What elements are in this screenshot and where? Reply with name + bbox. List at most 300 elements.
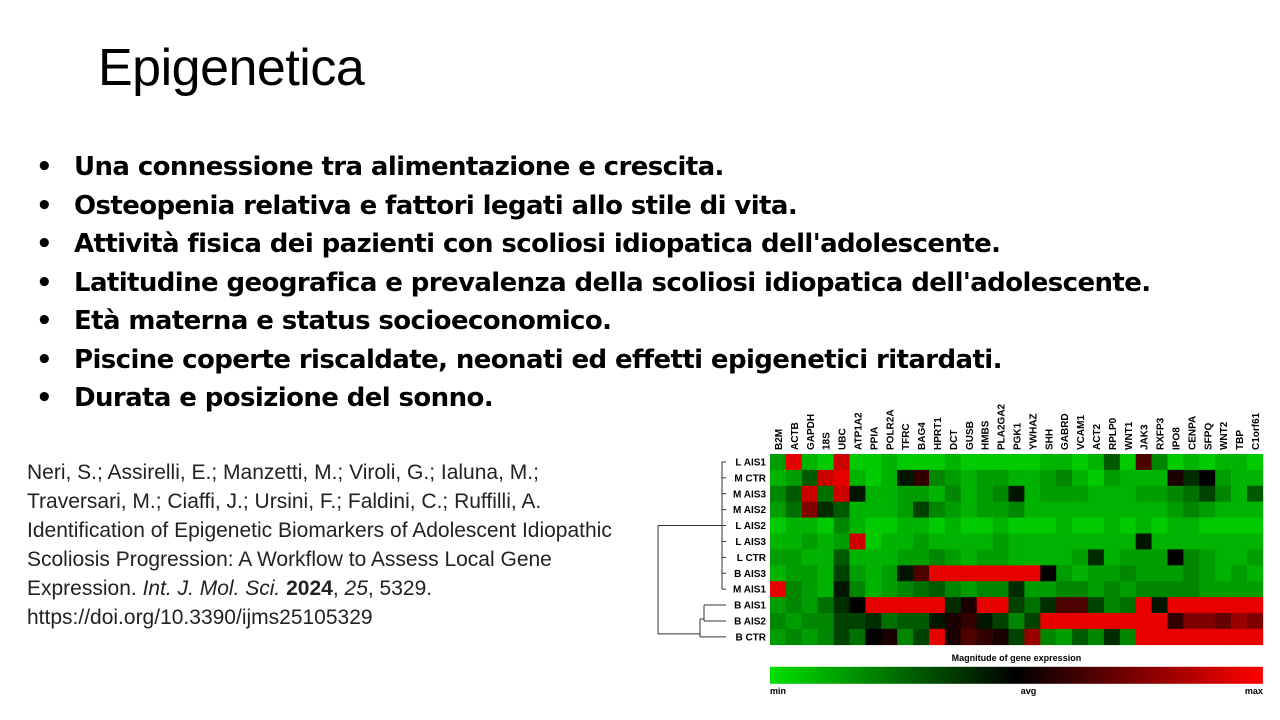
- heatmap-cell: [913, 518, 929, 534]
- heatmap-cell: [834, 502, 850, 518]
- slide-title: Epigenetica: [98, 39, 365, 97]
- heatmap-cell: [1152, 565, 1168, 581]
- heatmap-cell: [913, 565, 929, 581]
- heatmap-cell: [1009, 486, 1025, 502]
- heatmap-cell: [961, 549, 977, 565]
- heatmap-cell: [865, 518, 881, 534]
- heatmap-cell: [1136, 502, 1152, 518]
- heatmap-cell: [1088, 454, 1104, 470]
- heatmap-cell: [865, 502, 881, 518]
- heatmap-cell: [993, 613, 1009, 629]
- gene-label: RPLP0: [1107, 417, 1119, 450]
- heatmap-cell: [913, 629, 929, 645]
- heatmap-cell: [1199, 502, 1215, 518]
- heatmap-cell: [1120, 581, 1136, 597]
- heatmap-cell: [818, 613, 834, 629]
- heatmap-cell: [1024, 470, 1040, 486]
- gene-label: ACT2: [1091, 423, 1103, 450]
- heatmap-cell: [1136, 486, 1152, 502]
- heatmap-cell: [1088, 629, 1104, 645]
- heatmap-cell: [1199, 549, 1215, 565]
- heatmap-cell: [1168, 549, 1184, 565]
- heatmap-cell: [1152, 629, 1168, 645]
- heatmap-cell: [929, 454, 945, 470]
- heatmap-cell: [1168, 502, 1184, 518]
- heatmap-cell: [1215, 549, 1231, 565]
- heatmap-cell: [1009, 581, 1025, 597]
- heatmap-cell: [834, 454, 850, 470]
- sample-label: L AIS2: [735, 521, 766, 533]
- heatmap-cell: [1104, 534, 1120, 550]
- heatmap-cell: [897, 502, 913, 518]
- heatmap-cell: [1009, 613, 1025, 629]
- sample-label: B CTR: [735, 632, 766, 644]
- gene-label: CENPA: [1187, 415, 1199, 450]
- heatmap-cell: [1183, 565, 1199, 581]
- heatmap-cell: [1168, 470, 1184, 486]
- heatmap-cell: [929, 470, 945, 486]
- heatmap-cell: [961, 581, 977, 597]
- heatmap-cell: [993, 502, 1009, 518]
- heatmap-cell: [1104, 502, 1120, 518]
- gene-label: TFRC: [901, 423, 913, 450]
- heatmap-cell: [850, 470, 866, 486]
- heatmap-cell: [1040, 597, 1056, 613]
- heatmap-cell: [993, 518, 1009, 534]
- heatmap-cell: [945, 597, 961, 613]
- heatmap-cell: [786, 549, 802, 565]
- heatmap-cell: [1152, 454, 1168, 470]
- heatmap-cell: [1088, 597, 1104, 613]
- heatmap-cell: [881, 565, 897, 581]
- sample-label: M AIS2: [733, 505, 766, 517]
- heatmap-cell: [1009, 502, 1025, 518]
- heatmap-cell: [945, 613, 961, 629]
- gene-label: SHH: [1044, 428, 1056, 450]
- heatmap-cell: [945, 581, 961, 597]
- heatmap-cell: [945, 518, 961, 534]
- heatmap-cell: [834, 549, 850, 565]
- heatmap-cell: [1231, 518, 1247, 534]
- heatmap-cell: [1056, 470, 1072, 486]
- heatmap-cell: [1120, 534, 1136, 550]
- heatmap-cell: [1199, 565, 1215, 581]
- heatmap-cell: [818, 502, 834, 518]
- heatmap-cell: [1120, 629, 1136, 645]
- heatmap-cell: [1040, 486, 1056, 502]
- heatmap-cell: [1168, 581, 1184, 597]
- heatmap-cell: [945, 454, 961, 470]
- heatmap-cell: [1056, 534, 1072, 550]
- bullet-list: [30, 148, 1151, 418]
- heatmap-cell: [770, 502, 786, 518]
- heatmap-cell: [770, 597, 786, 613]
- sample-label: L AIS3: [735, 536, 766, 548]
- heatmap-cell: [1247, 502, 1263, 518]
- heatmap-cell: [1040, 454, 1056, 470]
- heatmap-cell: [929, 597, 945, 613]
- heatmap-cell: [770, 470, 786, 486]
- heatmap-cell: [977, 502, 993, 518]
- heatmap-cell: [977, 597, 993, 613]
- heatmap-cell: [1120, 549, 1136, 565]
- heatmap-cell: [865, 534, 881, 550]
- heatmap-cell: [786, 629, 802, 645]
- heatmap-cell: [881, 534, 897, 550]
- sample-label: L CTR: [736, 552, 766, 564]
- heatmap-cell: [786, 502, 802, 518]
- gene-label: HPRT1: [932, 417, 944, 450]
- heatmap-cell: [818, 486, 834, 502]
- heatmap-cell: [834, 486, 850, 502]
- heatmap-cell: [961, 486, 977, 502]
- sample-label: B AIS2: [734, 616, 766, 628]
- citation-volume: 25: [344, 577, 368, 600]
- heatmap-cell: [993, 470, 1009, 486]
- heatmap-cell: [865, 597, 881, 613]
- heatmap-cell: [802, 486, 818, 502]
- heatmap-cell: [993, 549, 1009, 565]
- heatmap-cell: [1040, 613, 1056, 629]
- heatmap-cell: [1183, 613, 1199, 629]
- heatmap-cell: [1215, 486, 1231, 502]
- heatmap-cell: [1247, 486, 1263, 502]
- heatmap-cell: [802, 454, 818, 470]
- gene-label: TBP: [1235, 430, 1247, 450]
- heatmap-cell: [850, 534, 866, 550]
- bullet-item: • Latitudine geografica e prevalenza della scoliosi idiopatica dell'adolescente.: [30, 264, 1151, 303]
- heatmap-cell: [1104, 597, 1120, 613]
- heatmap-cell: [945, 502, 961, 518]
- heatmap-cell: [802, 581, 818, 597]
- heatmap-cell: [865, 629, 881, 645]
- heatmap-cell: [1120, 486, 1136, 502]
- heatmap-cell: [1183, 470, 1199, 486]
- heatmap-cell: [786, 565, 802, 581]
- heatmap-cell: [802, 518, 818, 534]
- heatmap-cell: [897, 518, 913, 534]
- gene-label: B2M: [773, 428, 785, 450]
- heatmap-cell: [1231, 470, 1247, 486]
- heatmap-cell: [1104, 518, 1120, 534]
- heatmap-cell: [977, 534, 993, 550]
- citation-text: Neri, S.; Assirelli, E.; Manzetti, M.; Viroli, G.; Ialuna, M.; Traversari, M.; Ciaffi, J.; Ursini, F.; Faldini, C.; Ruffilli, A. Identification of Epigenetic Biomarkers of Adolescent Idiopathic Scoliosis Progression: A Workflow to Assess Local Gene Expression.: [27, 461, 612, 600]
- heatmap-cell: [1024, 454, 1040, 470]
- heatmap-cell: [850, 581, 866, 597]
- heatmap-cell: [961, 502, 977, 518]
- heatmap-cell: [786, 534, 802, 550]
- heatmap-cell: [1104, 470, 1120, 486]
- heatmap-cell: [1231, 581, 1247, 597]
- heatmap-cell: [786, 454, 802, 470]
- heatmap-cell: [1040, 502, 1056, 518]
- heatmap-cell: [881, 486, 897, 502]
- heatmap-cell: [865, 613, 881, 629]
- heatmap-cell: [1024, 518, 1040, 534]
- gene-label: POLR2A: [885, 409, 897, 450]
- heatmap-cell: [961, 565, 977, 581]
- heatmap-cell: [993, 534, 1009, 550]
- heatmap-cell: [1168, 454, 1184, 470]
- heatmap-cell: [1088, 470, 1104, 486]
- heatmap-cell: [897, 454, 913, 470]
- heatmap-cell: [913, 470, 929, 486]
- heatmap-cell: [1247, 454, 1263, 470]
- heatmap-cell: [1136, 518, 1152, 534]
- heatmap-cell: [818, 518, 834, 534]
- heatmap-cell: [802, 470, 818, 486]
- gene-label: IPO8: [1171, 427, 1183, 450]
- legend-title: Magnitude of gene expression: [951, 652, 1082, 663]
- heatmap-cell: [1024, 549, 1040, 565]
- heatmap-cell: [786, 518, 802, 534]
- heatmap-cell: [913, 581, 929, 597]
- gene-label: PLA2GA2: [996, 403, 1008, 450]
- heatmap-cell: [1247, 613, 1263, 629]
- heatmap-cell: [1199, 518, 1215, 534]
- gene-label: JAK3: [1139, 424, 1151, 450]
- heatmap-cell: [1136, 629, 1152, 645]
- heatmap-cell: [1136, 613, 1152, 629]
- heatmap-cell: [850, 549, 866, 565]
- heatmap-cell: [1152, 581, 1168, 597]
- heatmap-cell: [993, 565, 1009, 581]
- heatmap-cell: [1247, 470, 1263, 486]
- heatmap-cell: [913, 454, 929, 470]
- bullet-item: • Durata e posizione del sonno.: [30, 379, 1151, 418]
- heatmap-cell: [818, 534, 834, 550]
- heatmap-cell: [865, 581, 881, 597]
- heatmap-cell: [1024, 581, 1040, 597]
- heatmap-cell: [993, 629, 1009, 645]
- heatmap-cell: [977, 613, 993, 629]
- heatmap-cell: [818, 454, 834, 470]
- heatmap-cell: [1231, 502, 1247, 518]
- heatmap-cell: [1088, 549, 1104, 565]
- heatmap-cell: [1168, 613, 1184, 629]
- heatmap-cell: [834, 597, 850, 613]
- heatmap-cell: [977, 518, 993, 534]
- heatmap-cell: [1183, 502, 1199, 518]
- heatmap-cell: [1072, 581, 1088, 597]
- heatmap-cell: [881, 549, 897, 565]
- heatmap-cell: [897, 581, 913, 597]
- heatmap-cell: [834, 581, 850, 597]
- heatmap-cell: [945, 534, 961, 550]
- heatmap-cell: [1024, 597, 1040, 613]
- heatmap-cell: [1056, 549, 1072, 565]
- heatmap-cell: [1088, 534, 1104, 550]
- heatmap-cell: [770, 534, 786, 550]
- heatmap-cell: [1247, 534, 1263, 550]
- gene-label: ATP1A2: [853, 412, 865, 450]
- heatmap-cell: [1152, 518, 1168, 534]
- heatmap-cell: [1136, 454, 1152, 470]
- heatmap-cell: [961, 534, 977, 550]
- heatmap-cell: [881, 597, 897, 613]
- bullet-item: • Una connessione tra alimentazione e crescita.: [30, 148, 1151, 187]
- heatmap-cell: [1199, 470, 1215, 486]
- heatmap-cell: [929, 629, 945, 645]
- heatmap-cell: [977, 565, 993, 581]
- heatmap-cell: [850, 454, 866, 470]
- heatmap-cell: [1104, 613, 1120, 629]
- heatmap-cell: [834, 613, 850, 629]
- heatmap-cell: [1024, 613, 1040, 629]
- heatmap-cell: [1247, 597, 1263, 613]
- heatmap-cell: [1024, 565, 1040, 581]
- heatmap-cell: [818, 549, 834, 565]
- heatmap-cell: [834, 470, 850, 486]
- heatmap-cell: [770, 581, 786, 597]
- heatmap-cell: [1152, 486, 1168, 502]
- heatmap-cell: [1199, 581, 1215, 597]
- heatmap-cell: [1056, 518, 1072, 534]
- sample-label: L AIS1: [735, 457, 766, 469]
- heatmap-cell: [1168, 629, 1184, 645]
- heatmap-cell: [1215, 613, 1231, 629]
- heatmap-cell: [1056, 581, 1072, 597]
- heatmap-cell: [818, 597, 834, 613]
- heatmap-cell: [929, 502, 945, 518]
- heatmap-cell: [1104, 629, 1120, 645]
- heatmap-cell: [1104, 549, 1120, 565]
- heatmap-cell: [913, 534, 929, 550]
- heatmap-cell: [1072, 549, 1088, 565]
- gene-label: PPIA: [869, 426, 881, 450]
- heatmap-cell: [786, 613, 802, 629]
- heatmap-cell: [1247, 518, 1263, 534]
- heatmap-cell: [1231, 597, 1247, 613]
- heatmap-cell: [913, 486, 929, 502]
- heatmap-cell: [1024, 534, 1040, 550]
- heatmap-cell: [1072, 454, 1088, 470]
- heatmap-cell: [1215, 597, 1231, 613]
- heatmap-cell: [897, 597, 913, 613]
- heatmap-cell: [1009, 597, 1025, 613]
- heatmap-cell: [977, 629, 993, 645]
- bullet-item: • Attività fisica dei pazienti con scoliosi idiopatica dell'adolescente.: [30, 225, 1151, 264]
- citation-year: 2024: [286, 577, 333, 600]
- gene-label: GUSB: [964, 421, 976, 450]
- heatmap-cell: [881, 613, 897, 629]
- heatmap-cell: [1056, 613, 1072, 629]
- heatmap-cell: [1056, 486, 1072, 502]
- citation-pages: , 5329.: [367, 577, 433, 600]
- heatmap-cell: [1120, 518, 1136, 534]
- heatmap-cell: [881, 518, 897, 534]
- heatmap-cell: [1120, 613, 1136, 629]
- heatmap-cell: [1120, 597, 1136, 613]
- heatmap-cell: [834, 518, 850, 534]
- heatmap-cell: [865, 565, 881, 581]
- heatmap-cell: [1136, 549, 1152, 565]
- heatmap-cell: [1009, 629, 1025, 645]
- heatmap-cell: [1247, 581, 1263, 597]
- heatmap-cell: [977, 486, 993, 502]
- heatmap-cell: [881, 502, 897, 518]
- heatmap-cell: [818, 581, 834, 597]
- heatmap-cell: [1072, 534, 1088, 550]
- heatmap-cell: [1040, 470, 1056, 486]
- heatmap-cell: [1215, 454, 1231, 470]
- heatmap-cell: [786, 486, 802, 502]
- heatmap-cell: [770, 549, 786, 565]
- heatmap-cell: [929, 534, 945, 550]
- heatmap-cell: [881, 581, 897, 597]
- scale-label: min: [770, 685, 787, 696]
- heatmap-cell: [1168, 518, 1184, 534]
- heatmap-cell: [1072, 486, 1088, 502]
- heatmap-cell: [802, 613, 818, 629]
- heatmap-cell: [1056, 629, 1072, 645]
- heatmap-cell: [897, 629, 913, 645]
- heatmap-cell: [1199, 454, 1215, 470]
- heatmap-cell: [1056, 454, 1072, 470]
- gene-label: WNT2: [1219, 421, 1231, 450]
- heatmap-cell: [1136, 565, 1152, 581]
- heatmap-cell: [1040, 565, 1056, 581]
- heatmap-cell: [1009, 470, 1025, 486]
- heatmap-cell: [1136, 581, 1152, 597]
- heatmap-cell: [1088, 518, 1104, 534]
- heatmap-cell: [770, 518, 786, 534]
- heatmap-cell: [1056, 597, 1072, 613]
- heatmap-cell: [1199, 534, 1215, 550]
- heatmap-cell: [770, 565, 786, 581]
- citation-journal: Int. J. Mol. Sci.: [142, 577, 281, 600]
- heatmap-cell: [834, 565, 850, 581]
- heatmap-cell: [897, 534, 913, 550]
- heatmap-cell: [1072, 502, 1088, 518]
- gene-label: VCAM1: [1076, 414, 1088, 450]
- heatmap-cell: [993, 581, 1009, 597]
- citation: [27, 458, 627, 632]
- heatmap-cell: [1056, 502, 1072, 518]
- heatmap-cell: [961, 518, 977, 534]
- heatmap-cell: [802, 629, 818, 645]
- heatmap-cell: [977, 581, 993, 597]
- heatmap-cell: [1231, 486, 1247, 502]
- heatmap-cell: [1199, 597, 1215, 613]
- heatmap-cell: [1136, 470, 1152, 486]
- heatmap-cell: [1215, 502, 1231, 518]
- heatmap-cell: [1231, 534, 1247, 550]
- heatmap-cell: [1199, 613, 1215, 629]
- heatmap-cell: [913, 613, 929, 629]
- heatmap-cell: [1215, 470, 1231, 486]
- heatmap-cell: [1104, 565, 1120, 581]
- heatmap-cell: [1072, 518, 1088, 534]
- heatmap-cell: [1009, 534, 1025, 550]
- heatmap-cell: [818, 470, 834, 486]
- heatmap-cell: [834, 629, 850, 645]
- heatmap-cell: [1168, 534, 1184, 550]
- heatmap-cell: [897, 613, 913, 629]
- heatmap-cell: [929, 581, 945, 597]
- bullet-item: • Età materna e status socioeconomico.: [30, 302, 1151, 341]
- heatmap-cell: [802, 549, 818, 565]
- heatmap-cell: [850, 597, 866, 613]
- gene-label: 18S: [821, 432, 833, 450]
- heatmap-cell: [850, 502, 866, 518]
- heatmap-cell: [802, 502, 818, 518]
- heatmap-cell: [1152, 613, 1168, 629]
- color-scale-bar: [770, 667, 1263, 684]
- heatmap-cell: [1183, 597, 1199, 613]
- gene-label: UBC: [837, 428, 849, 450]
- heatmap-cell: [1104, 581, 1120, 597]
